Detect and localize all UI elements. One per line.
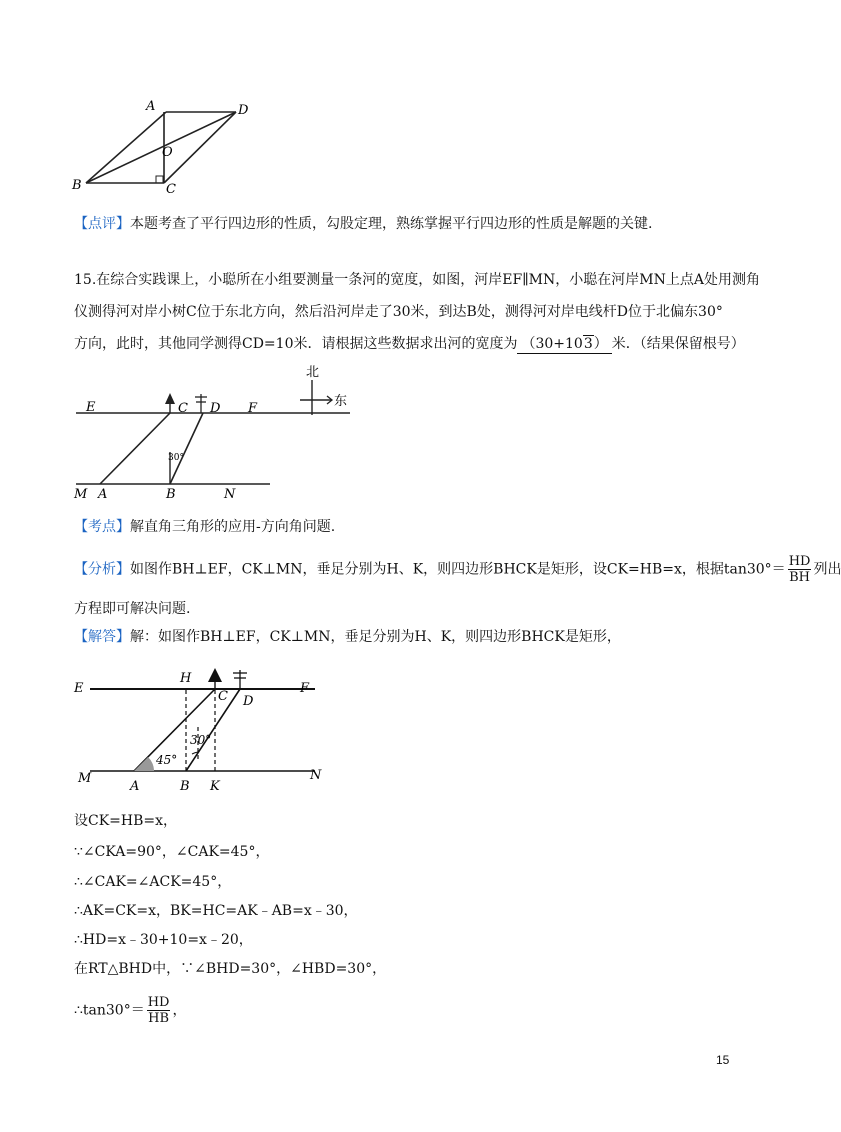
river-figure (70, 360, 355, 502)
dianping-tag: 【点评】 (74, 216, 130, 232)
dianping-line (74, 213, 652, 233)
label-O: O (162, 145, 173, 160)
label-F: F (300, 681, 310, 696)
step-6: 在RT△BHD中，∵∠BHD=30°，∠HBD=30°， (74, 961, 387, 977)
answer-blank: （30+103） (517, 333, 611, 354)
label-H: H (180, 671, 192, 686)
problem-line-2: 仪测得河对岸小树C位于东北方向，然后沿河岸走了30米，到达B处，测得河对岸电线杆D位于北偏东30° (74, 304, 723, 320)
label-N: N (224, 487, 236, 502)
label-B: B (166, 487, 176, 502)
tan-fraction: $\frac{HD}{HB}$ (147, 995, 170, 1026)
label-E: E (86, 400, 96, 415)
step-1: 设CK=HB=x， (74, 813, 178, 829)
label-A: A (146, 99, 156, 114)
step-7: ∴tan30°＝ $\frac{HD}{HB}$ ， (74, 995, 187, 1026)
fenxi-fraction: $\frac{HD}{BH}$ (788, 554, 811, 585)
label-D: D (238, 103, 249, 118)
angle-45: 45° (156, 753, 178, 767)
kaodian-line: 【考点】解直角三角形的应用-方向角问题. (74, 519, 336, 535)
angle-30: 30° (168, 453, 184, 463)
fenxi-line: 【分析】如图作BH⊥EF，CK⊥MN，垂足分别为H、K，则四边形BHCK是矩形，设CK=HB=x，根据tan30°＝ $\frac{HD}{BH}$ 列出 (74, 554, 841, 585)
parallelogram-figure (66, 96, 266, 198)
solution-figure (70, 660, 330, 800)
dianping-text: 本题考查了平行四边形的性质，勾股定理，熟练掌握平行四边形的性质是解题的关键. (130, 216, 653, 232)
label-K: K (210, 779, 220, 794)
fenxi-line-2: 方程即可解决问题. (74, 601, 191, 617)
label-C: C (218, 689, 228, 704)
label-D: D (243, 694, 254, 709)
page-number: 15 (716, 1053, 730, 1067)
label-C: C (166, 182, 176, 197)
east-label: 东 (334, 394, 348, 409)
jieda-line: 【解答】解：如图作BH⊥EF，CK⊥MN，垂足分别为H、K，则四边形BHCK是矩形， (74, 629, 621, 645)
label-F: F (248, 401, 258, 416)
label-A: A (130, 779, 140, 794)
step-3: ∴∠CAK=∠ACK=45°， (74, 874, 232, 890)
label-D: D (210, 401, 221, 416)
north-label: 北 (306, 365, 320, 380)
step-4: ∴AK=CK=x，BK=HC=AK﹣AB=x﹣30， (74, 903, 358, 919)
step-5: ∴HD=x﹣30+10=x﹣20， (74, 932, 253, 948)
angle-30: 30° (190, 733, 212, 747)
step-2: ∵∠CKA=90°，∠CAK=45°， (74, 844, 270, 860)
problem-line-3: 方向，此时，其他同学测得CD=10米．请根据这些数据求出河的宽度为 （30+103） 米．（结果保留根号） (74, 333, 745, 354)
label-B: B (72, 178, 82, 193)
label-C: C (178, 401, 188, 416)
label-E: E (74, 681, 84, 696)
problem-line-1: 15.在综合实践课上，小聪所在小组要测量一条河的宽度，如图，河岸EF∥MN，小聪在河岸MN上点A处用测角 (74, 272, 760, 288)
label-A: A (98, 487, 108, 502)
label-B: B (180, 779, 190, 794)
label-N: N (310, 768, 322, 783)
label-M: M (78, 771, 92, 786)
label-M: M (74, 487, 88, 502)
